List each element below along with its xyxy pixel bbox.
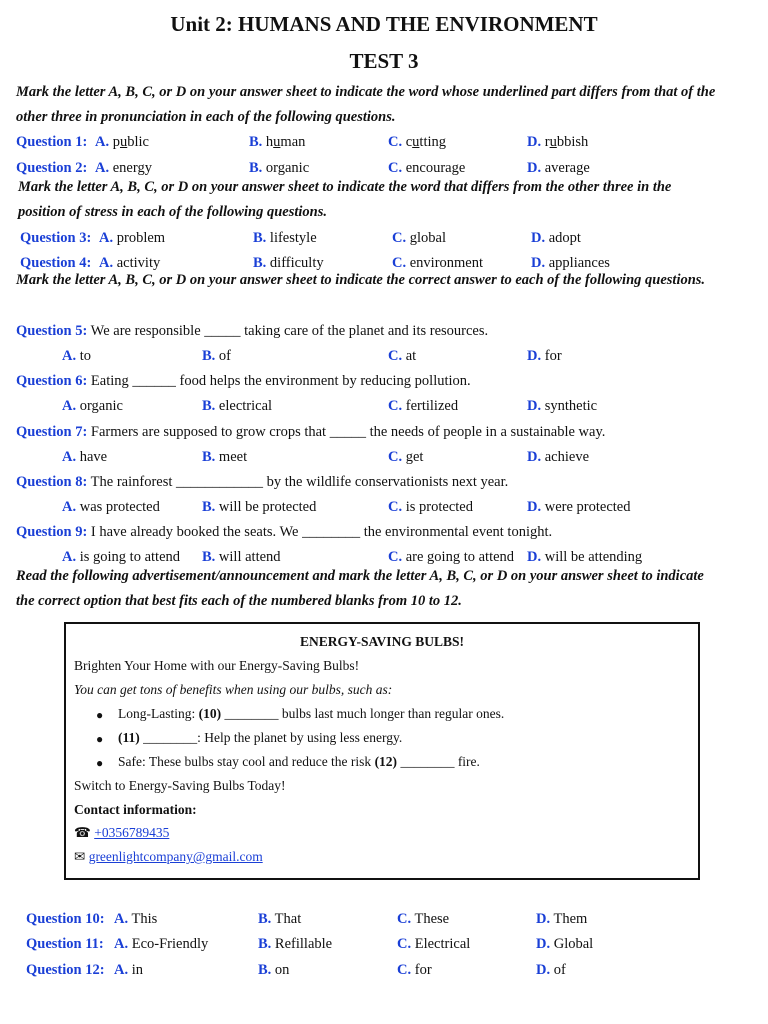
option-b: B. of [202,348,232,364]
phone-icon: ☎ [74,825,91,840]
option-a: A. energy [95,160,152,176]
option-a: A. This [114,911,158,927]
option-d: D. will be attending [527,549,643,565]
phone-row [74,825,169,841]
option-c: C. get [388,449,424,465]
ad-bullet-2: (11) ________: Help the planet by using less energy. [118,730,403,745]
option-c: C. for [397,962,432,978]
bullet-icon: ● [96,756,104,770]
option-d: D. were protected [527,499,631,515]
option-c: C. cutting [388,134,447,150]
option-a: A. organic [62,398,123,414]
option-c: C. are going to attend [388,549,515,565]
option-d: D. rubbish [527,134,589,150]
question-7: Question 7: Farmers are supposed to grow crops that _____ the needs of people in a sustainable way. [16,424,606,440]
option-a: A. was protected [62,499,160,515]
unit-title: Unit 2: HUMANS AND THE ENVIRONMENT [170,12,598,36]
option-a: A. in [114,962,144,978]
option-b: B. Refillable [258,936,333,952]
question-label: Question 1: [16,134,88,150]
question-6: Question 6: Eating ______ food helps the environment by reducing pollution. [16,373,471,389]
bullet-icon: ● [96,732,104,746]
option-d: D. appliances [531,255,610,271]
option-a: A. Eco-Friendly [114,936,209,952]
option-a: A. is going to attend [62,549,181,565]
option-d: D. of [536,962,566,978]
option-b: B. organic [249,160,310,176]
option-c: C. fertilized [388,398,459,414]
option-b: B. electrical [202,398,273,414]
option-d: D. synthetic [527,398,598,414]
option-c: C. encourage [388,160,466,176]
question-4: Question 4: [20,255,92,271]
option-b: B. on [258,962,290,978]
contact-heading: Contact information: [74,802,197,817]
instruction-stress: Mark the letter A, B, C, or D on your answer sheet to indicate the word that differs from the other three in the position of stress in each of the following questions. [18,179,672,220]
option-d: D. for [527,348,562,364]
option-b: B. difficulty [253,255,324,271]
email-link[interactable]: greenlightcompany@gmail.com [88,849,263,864]
option-b: B. That [258,911,302,927]
instruction-pronunciation: Mark the letter A, B, C, or D on your answer sheet to indicate the word whose underlined part differs from that of the other three in pronunciation in each of the following questions. [16,84,716,125]
ad-bullet-1: Long-Lasting: (10) ________ bulbs last much longer than regular ones. [118,706,505,721]
option-a: A. public [95,134,149,150]
instruction-reading: Read the following advertisement/announcement and mark the letter A, B, C, or D on your answer sheet to indicate the correct option that best fits each of the numbered blanks from 10 to 12. [16,568,704,609]
ad-title: ENERGY-SAVING BULBS! [300,634,464,649]
email-row [74,849,263,865]
phone-link[interactable]: +0356789435 [94,825,170,840]
question-label: Question 2: [16,160,88,176]
option-c: C. is protected [388,499,473,515]
question-12: Question 12: [26,962,105,978]
ad-switch-line: Switch to Energy-Saving Bulbs Today! [74,778,286,793]
test-title: TEST 3 [349,49,419,73]
option-b: B. human [249,134,306,150]
ad-line1: Brighten Your Home with our Energy-Saving Bulbs! [74,658,360,673]
instruction-correct-answer: Mark the letter A, B, C, or D on your answer sheet to indicate the correct answer to each of the following questions. [16,272,706,288]
email-icon: ✉ [74,849,86,864]
option-a: A. problem [99,230,166,246]
option-b: B. will attend [202,549,281,565]
option-d: D. achieve [527,449,590,465]
option-c: C. Electrical [397,936,471,952]
option-c: C. at [388,348,417,364]
option-c: C. global [392,230,446,246]
option-c: C. environment [392,255,484,271]
option-a: A. activity [99,255,161,271]
question-10: Question 10: [26,911,105,927]
question-1 [16,134,87,151]
ad-line2: You can get tons of benefits when using our bulbs, such as: [74,682,393,697]
option-c: C. These [397,911,450,927]
option-a: A. have [62,449,108,465]
option-d: D. average [527,160,590,176]
option-d: D. Global [536,936,594,952]
question-5: Question 5: We are responsible _____ taking care of the planet and its resources. [16,323,489,339]
option-b: B. meet [202,449,248,465]
option-d: D. adopt [531,230,581,246]
option-d: D. Them [536,911,588,927]
option-b: B. lifestyle [253,230,317,246]
question-9: Question 9: I have already booked the seats. We ________ the environmental event tonight. [16,524,553,540]
question-8: Question 8: The rainforest ____________ by the wildlife conservationists next year. [16,474,509,490]
option-b: B. will be protected [202,499,317,515]
question-3: Question 3: [20,230,92,246]
bullet-icon: ● [96,708,104,722]
question-11: Question 11: [26,936,104,952]
ad-bullet-3: Safe: These bulbs stay cool and reduce the risk (12) ________ fire. [118,754,480,769]
advertisement-box [64,622,700,880]
option-a: A. to [62,348,92,364]
